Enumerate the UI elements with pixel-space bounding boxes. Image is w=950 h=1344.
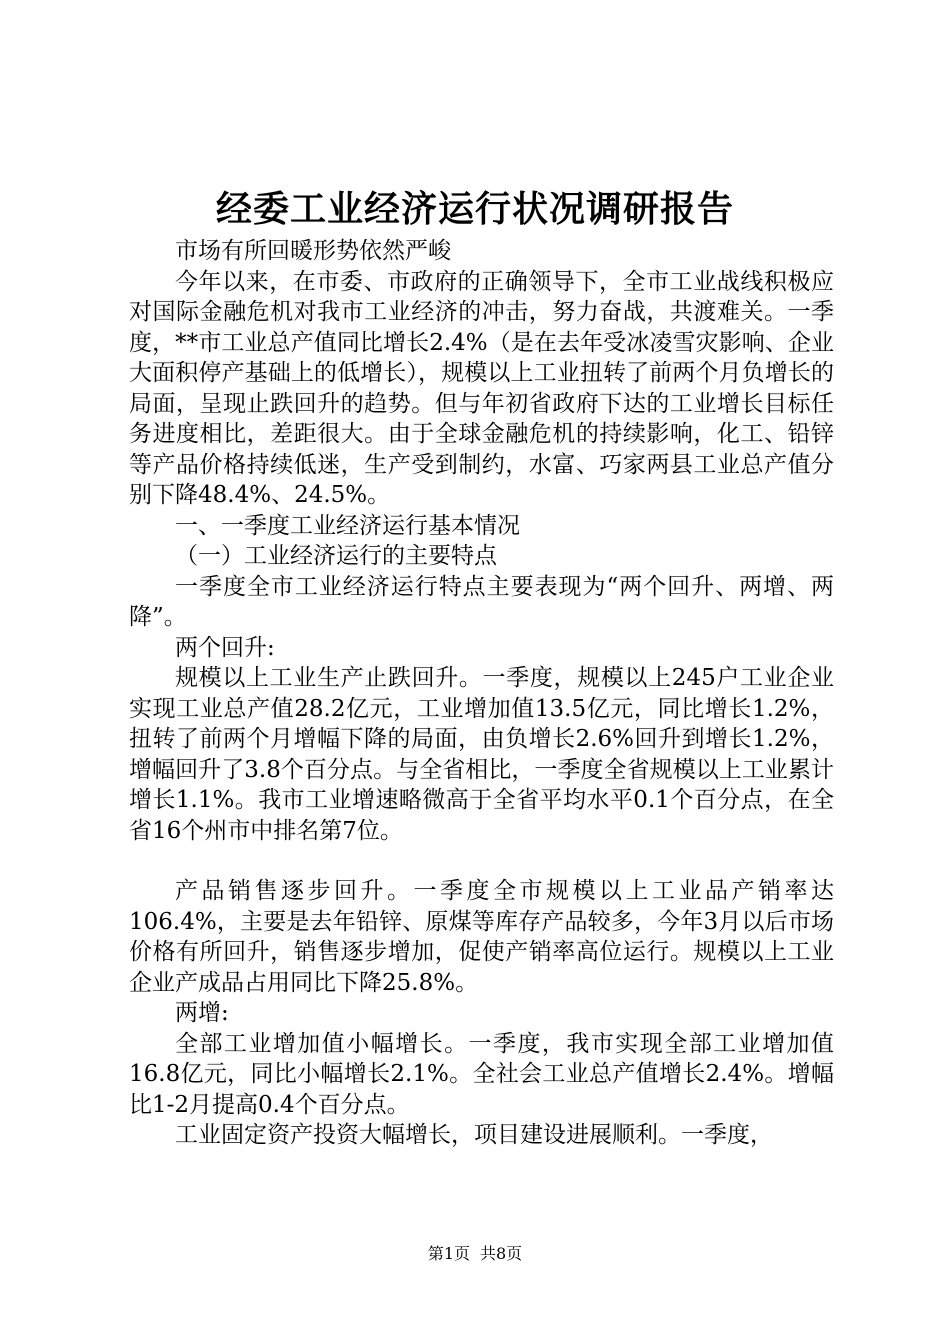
section-subtitle: 市场有所回暖形势依然严峻 bbox=[175, 238, 451, 264]
page-footer bbox=[0, 1244, 950, 1264]
subsection-heading: （一）工业经济运行的主要特点 bbox=[175, 543, 497, 569]
paragraph: 产品销售逐步回升。一季度全市规模以上工业品产销率达106.4%，主要是去年铅锌、原煤等库存产品较多，今年3月以后市场价格有所回升，销售逐步增加，促使产销率高位运行。规模以上工业企业产成品占用同比下降25.8%。 bbox=[129, 878, 834, 996]
document-body bbox=[129, 236, 834, 1151]
list-heading: 两个回升: bbox=[175, 634, 275, 661]
paragraph: 一季度全市工业经济运行特点主要表现为“两个回升、两增、两降”。 bbox=[129, 573, 834, 630]
document-title: 经委工业经济运行状况调研报告 bbox=[215, 188, 734, 230]
page-number: 第1页 bbox=[427, 1244, 470, 1263]
paragraph: 全部工业增加值小幅增长。一季度，我市实现全部工业增加值16.8亿元，同比小幅增长2.1%。全社会工业总产值增长2.4%。增幅比1-2月提高0.4个百分点。 bbox=[129, 1030, 834, 1118]
page-total: 共8页 bbox=[480, 1244, 523, 1263]
list-heading: 两增: bbox=[175, 1000, 229, 1026]
paragraph: 工业固定资产投资大幅增长，项目建设进展顺利。一季度， bbox=[175, 1122, 773, 1148]
paragraph: 规模以上工业生产止跌回升。一季度，规模以上245户工业企业实现工业总产值28.2亿元，工业增加值13.5亿元，同比增长1.2%，扭转了前两个月增幅下降的局面，由负增长2.6%回升到增长1.2%，增幅回升了3.8个百分点。与全省相比，一季度全省规模以上工业累计增长1.1%。我市工业增速略微高于全省平均水平0.1个百分点，在全省16个州市中排名第7位。 bbox=[129, 665, 834, 844]
paragraph: 今年以来，在市委、市政府的正确领导下，全市工业战线积极应对国际金融危机对我市工业经济的冲击，努力奋战，共渡难关。一季度，**市工业总产值同比增长2.4%（是在去年受冰凌雪灾影响、企业大面积停产基础上的低增长），规模以上工业扭转了前两个月负增长的局面，呈现止跌回升的趋势。但与年初省政府下达的工业增长目标任务进度相比，差距很大。由于全球金融危机的持续影响，化工、铅锌等产品价格持续低迷，生产受到制约，水富、巧家两县工业总产值分别下降48.4%、24.5%。 bbox=[129, 268, 834, 508]
section-heading: 一、一季度工业经济运行基本情况 bbox=[175, 512, 520, 539]
